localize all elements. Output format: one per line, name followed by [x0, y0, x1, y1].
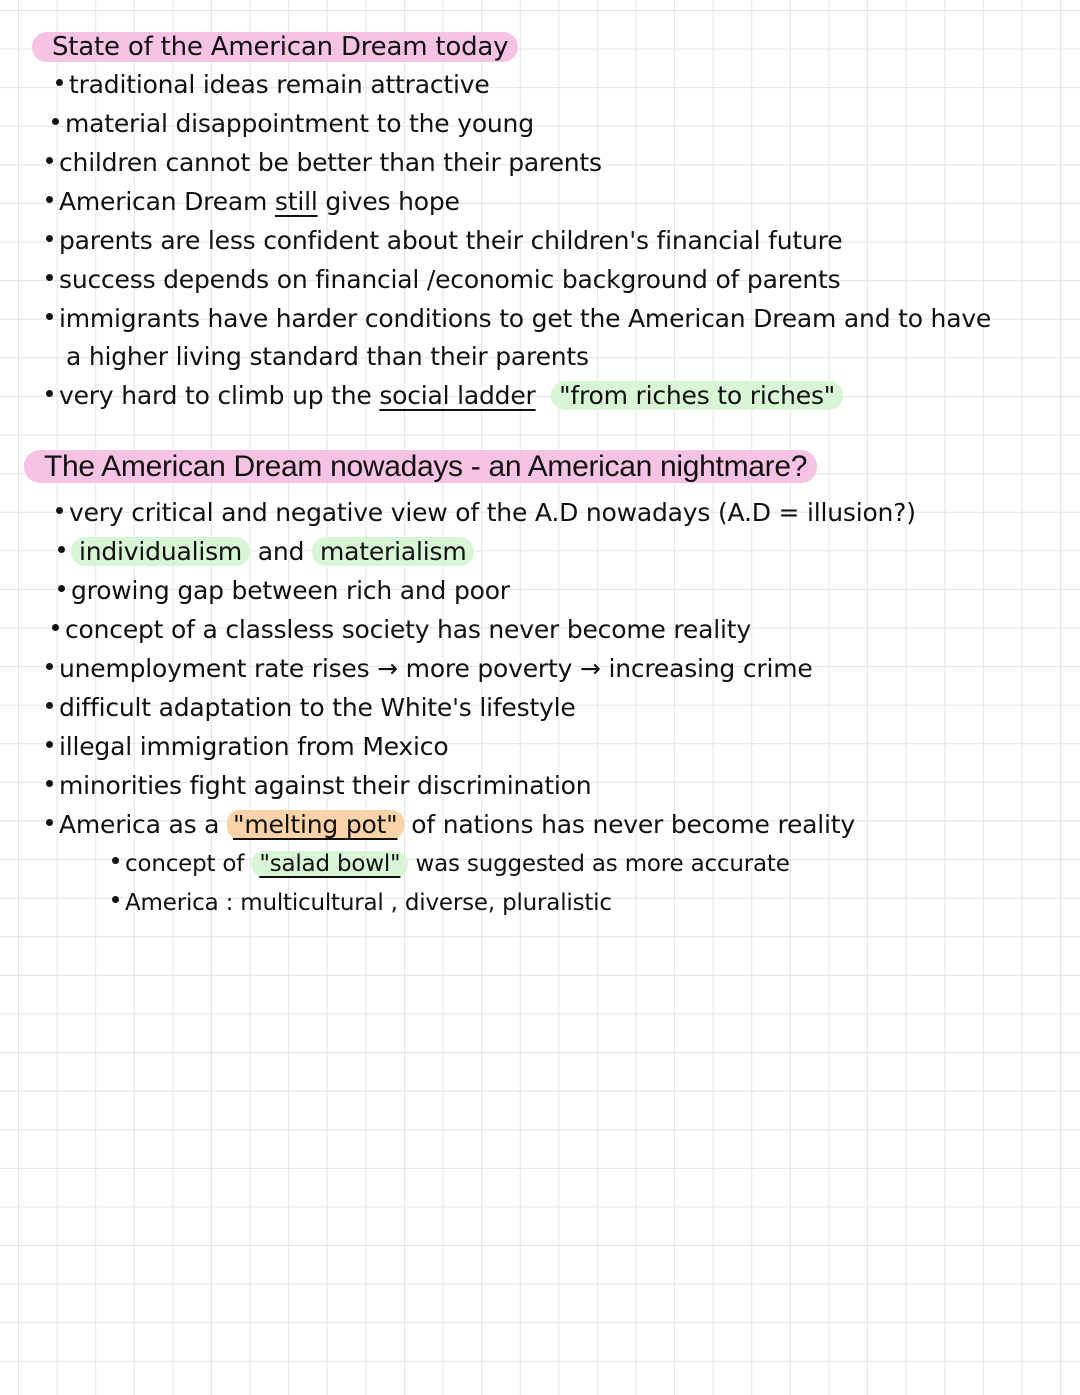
list-item: concept of a classless society has never become reality: [52, 611, 751, 649]
sub-list-item: America : multicultural , diverse, pluralistic: [112, 884, 612, 922]
list-item: America as a "melting pot" of nations has never become reality: [46, 806, 855, 844]
list-item: American Dream still gives hope: [46, 183, 460, 221]
list-item: traditional ideas remain attractive: [56, 66, 490, 104]
sub-list-item: concept of "salad bowl" was suggested as more accurate: [112, 845, 790, 883]
list-item: immigrants have harder conditions to get the American Dream and to have: [46, 300, 991, 338]
section-1-title: [52, 28, 518, 66]
bullet-icon: [46, 157, 53, 164]
list-item: unemployment rate rises → more poverty → increasing crime: [46, 650, 813, 688]
section-2-title: [44, 448, 817, 486]
section-1-title-text: State of the American Dream today: [32, 32, 518, 62]
bullet-icon: [46, 196, 53, 203]
list-item: growing gap between rich and poor: [58, 572, 510, 610]
list-item: children cannot be better than their parents: [46, 144, 602, 182]
bullet-icon: [112, 896, 119, 903]
list-item-continuation: a higher living standard than their parents: [66, 342, 589, 371]
list-item: material disappointment to the young: [52, 105, 534, 143]
list-item: minorities fight against their discrimination: [46, 767, 591, 805]
bullet-icon: [56, 79, 63, 86]
section-2-title-text: The American Dream nowadays - an American nightmare?: [24, 450, 817, 483]
bullet-icon: [52, 118, 59, 125]
bullet-icon: [46, 313, 53, 320]
bullet-icon: [112, 857, 119, 864]
bullet-icon: [58, 585, 65, 592]
bullet-icon: [46, 702, 53, 709]
bullet-icon: [46, 741, 53, 748]
bullet-icon: [52, 624, 59, 631]
list-item: very critical and negative view of the A.D nowadays (A.D = illusion?): [56, 494, 916, 532]
bullet-icon: [46, 819, 53, 826]
bullet-icon: [46, 663, 53, 670]
bullet-icon: [46, 235, 53, 242]
list-item: success depends on financial /economic background of parents: [46, 261, 840, 299]
bullet-icon: [46, 780, 53, 787]
list-item: illegal immigration from Mexico: [46, 728, 448, 766]
bullet-icon: [58, 546, 65, 553]
bullet-icon: [56, 507, 63, 514]
list-item: individualism and materialism: [58, 533, 474, 571]
list-item: very hard to climb up the social ladder "from riches to riches": [46, 377, 843, 415]
bullet-icon: [46, 274, 53, 281]
bullet-icon: [46, 390, 53, 397]
list-item: parents are less confident about their children's financial future: [46, 222, 842, 260]
list-item: difficult adaptation to the White's lifestyle: [46, 689, 576, 727]
